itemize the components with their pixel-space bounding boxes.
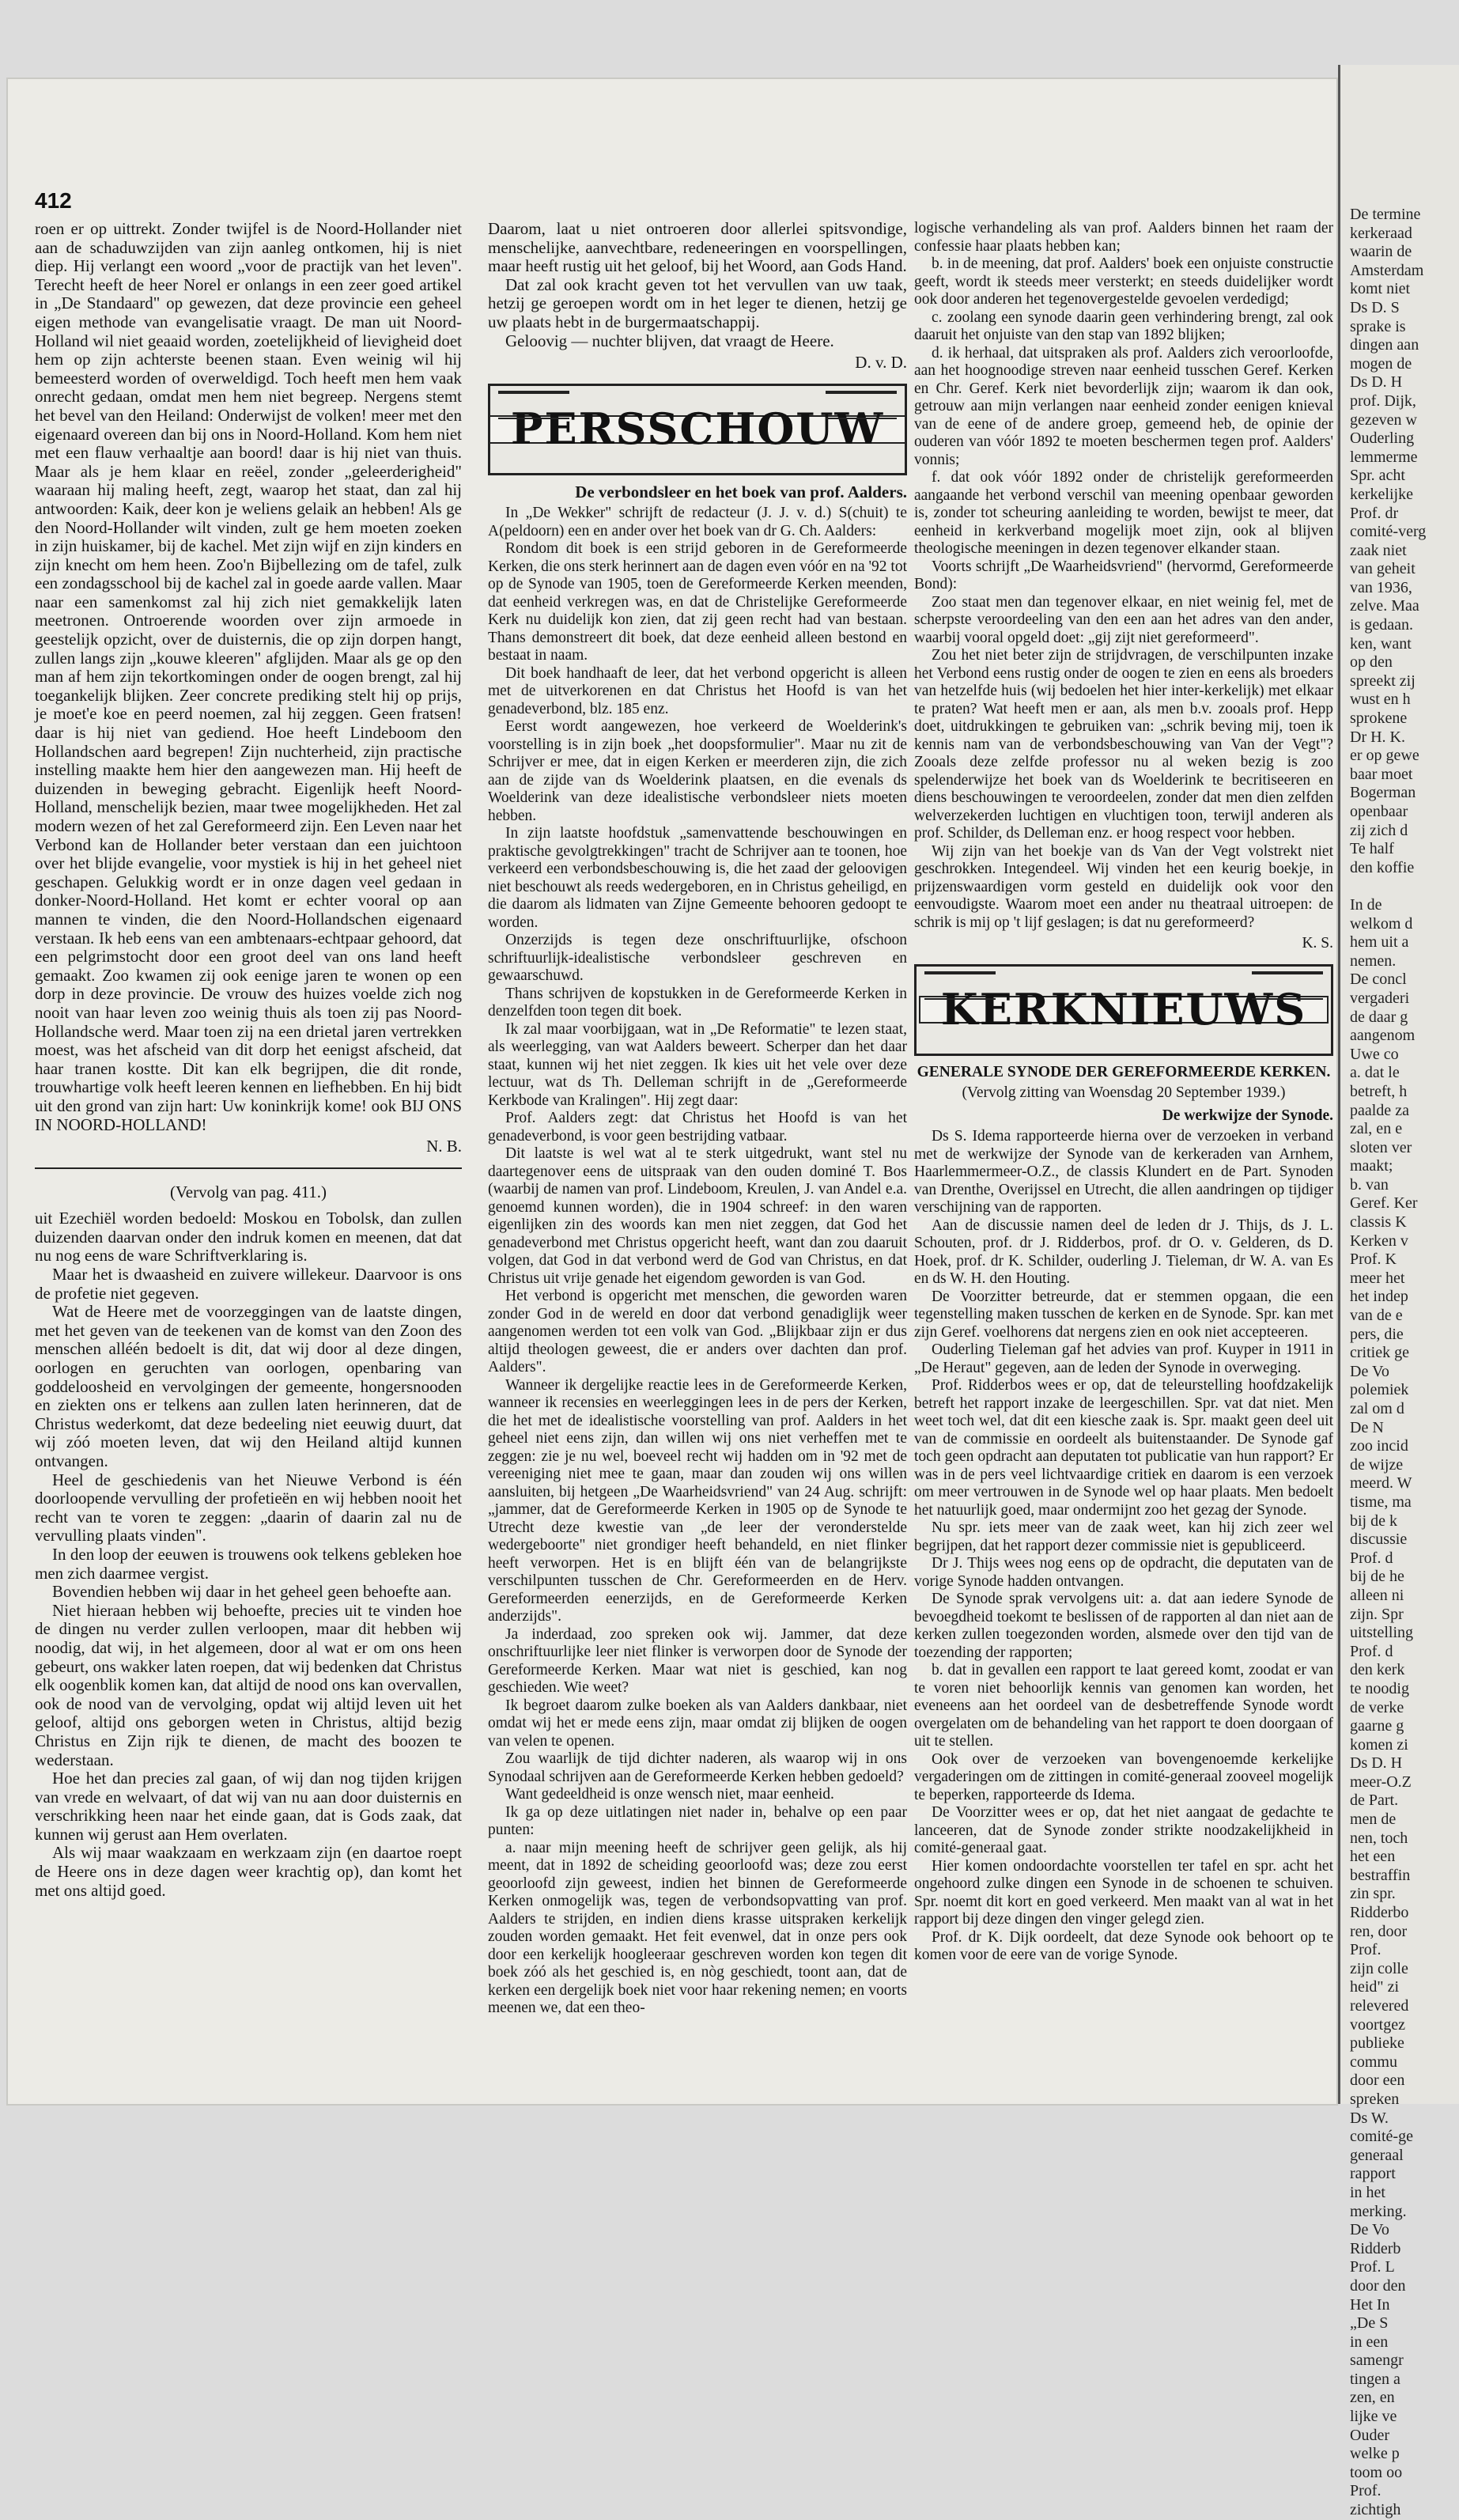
paragraph: Wij zijn van het boekje van ds Van der Vegt volstrekt niet geschrokken. Integendeel. Wij vinden het een keurig boekje, in prijzenswaardigen vorm gesteld en duidelijk ook voor den eenvoudigste. Waarom moet een ander nu theatraal uitroepen: de schrik is mij op 't lijf geslagen; is dat nu gereformeerd? [914,842,1333,931]
edge-line: generaal [1350,2146,1404,2164]
edge-line: dingen aan [1350,336,1419,354]
edge-line: nemen. [1350,952,1397,970]
edge-line: De Vo [1350,1362,1389,1380]
paragraph: Als wij maar waakzaam en werkzaam zijn (en daartoe roept de Heere ons in deze dagen weer krachtig op), dan komt het met ons altijd goed. [35,1843,462,1900]
edge-line: van geheit [1350,560,1416,578]
paragraph: c. zoolang een synode daarin geen verhindering brengt, zal ook daaruit het onjuiste van den stap van 1892 blijken; [914,308,1333,343]
paragraph: De Voorzitter wees er op, dat het niet aangaat de gedachte te lanceeren, dat de Synode zonder strikte noodzakelijkheid in comité-generaal gaat. [914,1804,1333,1856]
paragraph: Aan de discussie namen deel de leden dr J. Thijs, ds J. L. Schouten, prof. dr J. Ridderbos, prof. dr O. v. Gelderen, ds D. Hoek, prof. dr K. Schilder, ouderling J. Tieleman, dr W. A. van Es en ds W. H. den Houting. [914,1216,1333,1287]
edge-line: publieke [1350,2034,1404,2053]
edge-line: Prof. [1350,2482,1382,2500]
edge-line: komt niet [1350,280,1411,298]
edge-line: de wijze [1350,1455,1404,1474]
next-page-edge [1338,65,1459,2519]
edge-line: wust en h [1350,691,1411,709]
paragraph: Wanneer ik dergelijke reactie lees in de Gereformeerde Kerken, wanneer ik recensies en weerleggingen lees in de pers der Kerken, die het met de idealistische voorstelling van prof. Aalders in het geheel niet eens zijn, dan willen wij ons niet verheffen met te zeggen: zie je nu wel, boeveel recht wij hadden om in '92 met de vereeniging niet mee te gaan, maar dan zouden wij ons willen aansluiten, bij hetgeen „De Waarheidsvriend" van 24 Aug. schrijft: „jammer, dat de Gereformeerde Kerken in 1905 op de Synode te Utrecht deze kwestie van „de leer der veronderstelde wedergeboorte" niet grondiger heeft behandeld, en niet flinker heeft verworpen. Het is en blijft één van de belangrijkste verschilpunten tusschen de Chr. Gereformeerden en de Herv. Gereformeerden eenerzijds, en de Gereformeerde Kerken anderzijds". [488,1376,907,1625]
paragraph: Daarom, laat u niet ontroeren door allerlei spitsvondige, menschelijke, aanvechtbare, redeneeringen en voorspellingen, maar heeft rustig uit het geloof, bij het Woord, aan Gods Hand. [488,219,907,276]
edge-line: vergaderi [1350,989,1410,1007]
edge-line: samengr [1350,2352,1404,2370]
paragraph: Eerst wordt aangewezen, hoe verkeerd de Woelderink's voorstelling is in zijn boek „het doopsformulier". Maar nu zit de Schrijver er mee, dat in eigen Kerken er meerderen zijn, die zich aan de zijde van ds Woelderink plaatsen, en die evenals ds Woelderink van deze idealistische verbondsleer niets moeten hebben. [488,718,907,824]
paragraph: Geloovig — nuchter blijven, dat vraagt de Heere. [505,331,834,350]
edge-line: meer het [1350,1269,1405,1287]
paragraph: Prof. Ridderbos wees er op, dat de teleurstelling hoofdzakelijk betreft het rapport inzake de leergeschillen. Spr. vat dat niet. Men weet toch wel, dat dit een kiesche zaak is. Spr. maakt geen deel uit van de commissie en oordeelt als buitenstaander. De Synode gaf toch geen opdracht aan deputaten tot publicatie van hun rapport? Er was in de pers veel lichtvaardige critiek en daarom is een verzoek om meer vertrouwen in de Synode wel op haar plaats. Men bedoelt het natuurlijk goed, maar ondermijnt zoo het gezag der Synode. [914,1377,1333,1519]
kerknieuws-banner [914,964,1333,1056]
edge-line: critiek ge [1350,1344,1409,1362]
edge-line: rapport [1350,2165,1396,2183]
edge-line: Prof. L [1350,2258,1395,2276]
continuation-note: (Vervolg van pag. 411.) [169,1182,327,1201]
edge-line: zijn colle [1350,1959,1408,1977]
edge-line: het een [1350,1848,1396,1866]
ornament-icon [498,391,569,419]
edge-line: Ds D. S [1350,298,1400,316]
paragraph: b. dat in gevallen een rapport te laat gereed komt, zoodat er van te voren niet behoorlijk kennis van genomen kan worden, het eveneens aan het oordeel van de desbetreffende Synode wordt overgelaten om de behandeling van het rapport te doen doorgaan of uit te stellen. [914,1662,1333,1750]
edge-line: zin spr. [1350,1885,1396,1903]
paragraph: f. dat ook vóór 1892 onder de christelijk gereformeerden aangaande het verbond verschil van meening openbaar geworden is, zonder tot scheuring aanleiding te worden, bewijst te meer, dat eenheid in kerkverband mogelijk moet zijn, ook al blijven theologische meeningen in dezen tegenover elkander staan. [914,469,1333,557]
edge-line: a. dat le [1350,1064,1400,1082]
edge-line: te noodig [1350,1679,1409,1697]
paragraph: Thans schrijven de kopstukken in de Gereformeerde Kerken in denzelfden toon tegen dit boek. [488,985,907,1020]
edge-line: zijn. Spr [1350,1605,1404,1623]
edge-line: Ds D. H [1350,1754,1403,1773]
edge-line: spreekt zij [1350,672,1416,690]
edge-line: polemiek [1350,1381,1409,1399]
edge-line: Prof. [1350,1941,1382,1959]
section-title: PERSSCHOUW [489,415,906,444]
edge-line: sloten ver [1350,1138,1412,1156]
edge-line: Te half [1350,840,1394,858]
paragraph: Voorts schrijft „De Waarheidsvriend" (hervormd, Gereformeerde Bond): [914,558,1333,592]
paragraph: b. in de meening, dat prof. Aalders' boek een onjuiste constructie geeft, wordt ik steeds meer versterkt; en steeds duidelijker wordt ook door anderen het tegenovergestelde gevoelen verdedigd; [914,255,1333,308]
ornament-icon [1252,971,1323,1000]
next-page-column-fragment [1350,206,1459,2520]
edge-line: Prof. d [1350,1549,1393,1567]
paragraph: Dit boek handhaaft de leer, dat het verbond opgericht is alleen met de uitverkorenen en dat Christus het Hoofd is van het genadeverbond, blz. 185 enz. [488,664,907,717]
edge-line: Het In [1350,2295,1390,2314]
edge-line: bestraffin [1350,1866,1411,1884]
edge-line: nen, toch [1350,1829,1408,1847]
paragraph: Hier komen ondoordachte voorstellen ter tafel en spr. acht het ongehoord zulke dingen een Synode in de schoenen te schuiven. Spr. noemt dit kort en goed verkeerd. Men maakt van al wat in het rapport bij deze dingen den vinger gelegd zien. [914,1857,1333,1928]
edge-line: Spr. acht [1350,467,1405,485]
edge-line: voortgez [1350,2015,1405,2034]
edge-line: zen, en [1350,2389,1395,2407]
paragraph: Maar het is dwaasheid en zuivere willekeur. Daarvoor is ons de profetie niet gegeven. [35,1265,462,1303]
edge-line: Prof. K [1350,1251,1397,1269]
divider [35,1167,462,1169]
edge-line: De termine [1350,206,1421,223]
edge-line: sprokene [1350,709,1408,728]
edge-line: zaak niet [1350,541,1407,559]
edge-line: komen zi [1350,1735,1408,1754]
paragraph: Ouderling Tieleman gaf het advies van prof. Kuyper in 1911 in „De Heraut" gegeven, aan de leden der Synode in overweging. [914,1341,1333,1376]
edge-line: Bogerman [1350,784,1416,802]
edge-line: uitstelling [1350,1624,1413,1642]
edge-line: Dr H. K. [1350,728,1405,746]
edge-line: den kerk [1350,1661,1405,1679]
paragraph: Zou het niet beter zijn de strijdvragen, de verschilpunten inzake het Verbond eens rustig onder de oogen te zien en eens als broeders van hetzelfde huis (wij bedoelen het hier inter-kerkelijk) met elkaar te praten? Wat heeft men er aan, als men b.v. zooals prof. Hepp doet, uitdrukkingen te gebruiken van: „schrik beving mij, toen ik kennis nam van de verbondsbeschouwing van Van der Vegt"? Zooals deze zelfde professor nu al weken bezig is zoo spelenderwijze het boek van ds Woelderink te becritiseeren en diens beschouwingen te veroordeelen, zonder dat men dien zelfden welverzekerden luchtigen en vluchtigen toon, terwijl anderen als prof. Schilder, ds Delleman enz. er hoog respect voor hebben. [914,647,1333,842]
section-title: KERKNIEUWS [919,996,1329,1024]
ornament-icon [826,391,897,419]
paragraph: Zou waarlijk de tijd dichter naderen, als waarop wij in ons Synodaal schrijven aan de Gereformeerde Kerken hebben gedoeld? [488,1750,907,1785]
paragraph: Wat de Heere met de voorzeggingen van de laatste dingen, met het geven van de teekenen van de komst van den Zoon des menschen alléén bedoelt is dit, dat wij door al deze dingen, oorlogen en geruchten van oorlogen, openbaring van goddeloosheid en vervolgingen der gemeente, hongersnooden en ziekten ons er telkens aan zullen laten herinneren, dat de Christus wederkomt, dat deze bedeeling niet eeuwig duurt, dat wij zóó moeten leven, dat wij den Heiland altijd kunnen ontvangen. [35,1302,462,1470]
signature: K. S. [1302,935,1333,952]
paragraph: In den loop der eeuwen is trouwens ook telkens gebleken hoe men zich daarmee vergist. [35,1544,462,1583]
edge-line: relevered [1350,1997,1409,2015]
edge-line: Ds W. [1350,2109,1389,2127]
edge-line: gaarne g [1350,1717,1404,1735]
edge-line: Ds D. H [1350,373,1403,392]
edge-line: welke p [1350,2445,1400,2463]
paragraph: Want gedeeldheid is onze wensch niet, maar eenheid. [505,1786,834,1803]
edge-line: ken, want [1350,634,1412,653]
signature: N. B. [426,1137,462,1156]
edge-line: prof. Dijk, [1350,392,1416,410]
edge-line: Amsterdam [1350,261,1424,279]
edge-line: heid" zi [1350,1978,1400,1996]
paragraph: Ik zal maar voorbijgaan, wat in „De Reformatie" te lezen staat, als weerlegging, van wat Aalders beweert. Scherper dan het daar staat, kunnen wij het niet zeggen. Ik kies uit het vele over deze lectuur, wat ds Th. Delleman schrijft in de „Gereformeerde Kerkbode van Kralingen". Hij zegt daar: [488,1020,907,1109]
signature: D. v. D. [855,353,907,373]
edge-line: op den [1350,653,1393,672]
edge-line: commu [1350,2053,1397,2071]
edge-line: het indep [1350,1288,1408,1306]
edge-line: toom oo [1350,2463,1403,2481]
edge-line: men de [1350,1811,1397,1829]
edge-line: de daar g [1350,1008,1408,1026]
section-heading: De werkwijze der Synode. [1162,1107,1333,1124]
edge-line: aangenom [1350,1027,1416,1045]
edge-line: Prof. d [1350,1642,1393,1660]
paragraph: Prof. dr K. Dijk oordeelt, dat deze Synode ook behoort op te komen voor de eere van de vorige Synode. [914,1928,1333,1963]
edge-line: van 1936, [1350,578,1412,596]
paragraph: De Synode sprak vervolgens uit: a. dat aan iedere Synode de bevoegdheid toekomt te beslissen of de rapporten al dan niet aan de kerken zullen toegezonden worden, alsmede over den tijd van de toezending der rapporten; [914,1591,1333,1661]
edge-line: Ouderling [1350,429,1415,448]
edge-line: den koffie [1350,858,1415,876]
paragraph: De Voorzitter betreurde, dat er stemmen opgaan, die een tegenstelling maken tusschen de kerken en de Synode. Spr. kan met zijn Geref. voelhorens dat nergens zien en ook niet accepteeren. [914,1288,1333,1341]
edge-line: Geref. Ker [1350,1194,1418,1213]
column-3 [914,220,1333,1965]
edge-line: kerkelijke [1350,485,1413,503]
edge-line: zichtigh [1350,2501,1401,2519]
edge-line: is gedaan. [1350,616,1413,634]
page-number: 412 [35,188,72,213]
edge-line: er op gewe [1350,747,1419,765]
paragraph: Dat zal ook kracht geven tot het vervullen van uw taak, hetzij ge geroepen wordt om in het leger te dienen, hetzij ge uw plaats hebt in de burgermaatschappij. [488,274,907,331]
edge-line: paalde za [1350,1101,1409,1119]
edge-line: tisme, ma [1350,1493,1412,1511]
edge-line: comité-verg [1350,523,1427,541]
edge-line: merking. [1350,2202,1407,2220]
edge-line: Ridderbo [1350,1904,1409,1922]
edge-line: maakt; [1350,1157,1393,1175]
article-title: GENERALE SYNODE DER GEREFORMEERDE KERKEN. [917,1063,1331,1080]
paragraph: Dit laatste is wel wat al te sterk uitgedrukt, want stel nu daartegenover eens de uitspraak van den ouden dominé T. Bos (waarbij de namen van prof. Lindeboom, Kreulen, J. van Andel e.a. genoemd kunnen worden), die in 1904 schreef: in den waren eigenlijken zin des woords kan men niet zeggen, dat God het genadeverbond met Christus opgericht heeft, want dan zou daaruit volgen, dat God in dat verbond werd de God van Christus, en dat Christus uit vrije genade het eigendom geworden is van God. [488,1145,907,1287]
edge-line: zij zich d [1350,821,1408,839]
column-2 [488,220,907,2018]
paragraph: In zijn laatste hoofdstuk „samenvattende beschouwingen en praktische gevolgtrekkingen" tracht de Schrijver aan te toonen, hoe verkeerd een verbondsbeschouwing is, die het zaad der geloovigen niet beschouwt als reeds wedergeboren, en in Christus geheiligd, en die daarom als lidmaten van Zijne Gemeente behooren gedoopt te worden. [488,825,907,931]
edge-line: hem uit a [1350,933,1409,952]
edge-line: betreft, h [1350,1082,1408,1100]
edge-line: openbaar [1350,803,1408,820]
paragraph: Prof. Aalders zegt: dat Christus het Hoofd is van het genadeverbond, is voor geen bestrijding vatbaar. [488,1110,907,1145]
edge-line: baar moet [1350,765,1413,783]
paragraph: a. naar mijn meening heeft de schrijver geen gelijk, als hij meent, dat in 1892 de scheiding geoorloofd was; deze zou eerst geoorloofd zijn geweest, indien het binnen de Gereformeerde Kerken onmogelijk was, tegen de verbondsopvatting van prof. Aalders te strijden, en indien diens krasse uitspraken kerkelijk zouden worden gemaakt. Het feit evenwel, dat in onze pers ook door een kerkelijk hoogleeraar geschreven worden kon tegen dit boek zóó als het geschied is, en nòg geschiedt, toont aan, dat de kerken een dergelijk boek niet voor haar rekening nemen; en voorts meenen we, dat een theo- [488,1839,907,2017]
edge-line: meerd. W [1350,1474,1412,1493]
edge-line: van de e [1350,1307,1403,1325]
edge-line: In de [1350,895,1382,914]
paragraph: Niet hieraan hebben wij behoefte, precies uit te vinden hoe de dingen nu verder zullen verloopen, maar dit hebben wij noodig, dat wij, in het algemeen, door al wat er om ons heen gebeurt, ons wakker laten roepen, dat wij bedenken dat Christus elk oogenblik komen kan, dat altijd de nood ons kan overvallen, ook de nood van de vervolging, opdat wij altijd leven uit het geloof, altijd ons geborgen weten in Christus, altijd bezig Christus en Zijn rijk te dienen, de macht des boozen te wederstaan. [35,1600,462,1769]
edge-line: waarin de [1350,243,1412,261]
paragraph: Ds S. Idema rapporteerde hierna over de verzoeken in verband met de werkwijze der Synode van de kerkeraden van Arnhem, Haarlemmermeer-O.Z., de classis Klundert en de Part. Synoden van Drenthe, Overijssel en Utrecht, die allen aandringen op tijdiger verschijning van de rapporten. [914,1128,1333,1216]
edge-line: zelve. Maa [1350,597,1419,615]
edge-line: door den [1350,2276,1406,2295]
edge-line: pers, die [1350,1325,1404,1343]
edge-line: in een [1350,2333,1389,2351]
paragraph: uit Ezechiël worden bedoeld: Moskou en Tobolsk, dan zullen duizenden daarvan onder den indruk komen en meenen, dat dat nu nog eens de ware Schriftverklaring is. [35,1209,462,1266]
edge-line [1350,877,1459,896]
edge-line: lijke ve [1350,2408,1397,2426]
edge-line: classis K [1350,1213,1407,1232]
edge-line: De concl [1350,971,1407,989]
edge-line: De Vo [1350,2221,1389,2239]
paragraph: Ook over de verzoeken van bovengenoemde kerkelijke vergaderingen om de zittingen in comité-generaal zooveel mogelijk te beperken, rapporteerde ds Idema. [914,1750,1333,1803]
edge-line: zoo incid [1350,1437,1408,1455]
edge-line: in het [1350,2183,1385,2201]
edge-line: de verke [1350,1698,1404,1716]
edge-line: spreken [1350,2090,1400,2108]
edge-line: door een [1350,2072,1405,2090]
paragraph: Onzerzijds is tegen deze onschriftuurlijke, ofschoon schriftuurlijk-idealistische verbondsleer geschreven en gewaarschuwd. [488,932,907,985]
edge-line: zal om d [1350,1400,1404,1417]
edge-line: sprake is [1350,317,1406,335]
paragraph: In „De Wekker" schrijft de redacteur (J. J. v. d.) S(chuit) te A(peldoorn) een en ander over het boek van dr G. Ch. Aalders: [488,505,907,539]
edge-line: zal, en e [1350,1120,1403,1138]
paragraph: Ja inderdaad, zoo spreken ook wij. Jammer, dat deze onschriftuurlijke leer niet flinker is verworpen door de Synode der Gereformeerde Kerken. Maar wat niet is geschied, kan nog geschieden. Wie weet? [488,1625,907,1697]
article-subtitle: (Vervolg zitting van Woensdag 20 September 1939.) [962,1084,1286,1101]
paragraph: Heel de geschiedenis van het Nieuwe Verbond is één doorloopende vervulling der profetieën en wij hebben nooit het recht van te voren te zeggen: „daarin of daarin zal nu de vervulling plaats vinden". [35,1470,462,1546]
paragraph: Bovendien hebben wij daar in het geheel geen behoefte aan. [52,1582,452,1602]
edge-line: b. van [1350,1175,1389,1194]
edge-line: Ouder [1350,2426,1389,2444]
edge-line: Prof. dr [1350,504,1399,522]
edge-line: mogen de [1350,354,1412,373]
edge-line: discussie [1350,1531,1408,1549]
edge-line: comité-ge [1350,2128,1413,2146]
paragraph: logische verhandeling als van prof. Aalders binnen het raam der confessie haar plaats hebben kan; [914,220,1333,255]
article-title: De verbondsleer en het boek van prof. Aalders. [575,482,907,501]
paragraph: Ik ga op deze uitlatingen niet nader in, behalve op een paar punten: [488,1803,907,1839]
edge-line: alleen ni [1350,1586,1404,1604]
paragraph: Hoe het dan precies zal gaan, of wij dan nog tijden krijgen van vrede en welvaart, of dat wij van nu aan door duisternis en verschrikking heen naar het einde gaan, dat is Gods zaak, dat kunnen wij gerust aan Hem overlaten. [35,1769,462,1844]
paragraph: Zoo staat men dan tegenover elkaar, en niet weinig fel, met de scherpste veroordeeling van den een aan het adres van den ander, waarbij vooral opgeld doet: „gij zijt niet gereformeerd". [914,593,1333,646]
edge-line: welkom d [1350,914,1413,933]
edge-line: bij de k [1350,1512,1397,1530]
edge-line: ren, door [1350,1922,1408,1940]
paragraph: roen er op uittrekt. Zonder twijfel is de Noord-Hollander niet aan de schaduwzijden van zijn aanleg ontkomen, hij is niet diep. Hij verlangt een woord „voor de practijk van het leven". Terecht heeft de heer Norel er onlangs in een zeer goed artikel in „De Standaard" op gewezen, dat deze provincie een geheel eigen methode van evangelisatie vraagt. De man uit Noord-Holland wil niet geaaid worden, zoetelijkheid of lievigheid doet hem op zijn achterste beenen staan. Even weinig wil hij bemeesterd worden of overweldigd. Toch heeft men hem vaak onrecht gedaan, omdat men hem niet begreep. Nergens stemt het bevel van den Heiland: Onderwijst de volken! meer met den eigenaard overeen dan bij ons in Noord-Holland. Kom hem niet met een flauw verhaaltje aan boord! daar is hij niet van thuis. Maar als je hem klaar en reëel, zonder „geleerderigheid" waaraan hij maling heeft, zegt, waarop het staat, dan zal hij antwoorden: Kaik, deer kon je weliens gelaik an hebben! Als ge den Noord-Hollander wilt vinden, zult ge hem moeten zoeken in zijn huiskamer, bij de kachel. Met zijn wijf en zijn kinders en zijn knecht om hem heen. Zoo'n Bijbellezing om de tafel, zulk een zondagsschool bij de kachel zal in goede aarde vallen. Maar naar een samenkomst zal hij zich niet gemakkelijk laten meetronen. Ontroerende woorden over zijn armoede in geestelijk opzicht, over de duisternis, die op zijn dorpen hangt, zullen langs zijn „kouwe kleeren" afglijden. Maar als ge op den man af hem zijn tekortkomingen onder de oogen brengt, zal hij toegankelijk blijken. Zeer concrete prediking stelt hij op prijs, je moet'e koe en peerd noemen, zal hij zeggen. Geen fratsen! daar is hij niet van gediend. Hoe heeft Lindeboom den Hollandschen aard begrepen! Zijn nuchterheid, zijn practische instelling maakte hem hier den aangewezen man. Hij heeft de duizenden in beweging gebracht. Eigenlijk heeft Noord-Holland, menschelijk bezien, maar twee mogelijkheden. Het zal modern wezen of het zal Gereformeerd zijn. Een Leven naar het Verbond kan de Hollander beter verstaan dan een juichtoon over het blijde evangelie, voor mystiek is hij in het geheel niet geschapen. Gelukkig wordt er in onze dagen veel gedaan in donker-Noord-Holland. Het komt er echter vooral op aan mannen te vinden, die den Noord-Hollandschen eigenaard verstaan. Ik heb eens van een ambtenaars-echtpaar gehoord, dat een pelgrimstocht door een groot deel van ons land heeft gemaakt. Zoo kwamen zij ook eenige jaren te wonen op een dorp in deze provincie. De vrouw des huizes voelde zich nog nooit van haar leven zoo weinig thuis als toen zij pas Noord-Hollandsche werd. Maar toen zij na een drietal jaren vertrekken moest, was het afscheid van dit dorp het eenigst afscheid, dat haar tranen kostte. Dit kan elk begrijpen, die dit ronde, trouwhartige volk heeft leeren kennen en liefhebben. En hij bidt uit den grond van zijn hart: Uw koninkrijk kome! ook BIJ ONS IN NOORD-HOLLAND! [35,219,462,1134]
paragraph: d. ik herhaal, dat uitspraken als prof. Aalders zich veroorloofde, aan het hoognoodige streven naar eenheid tusschen Geref. Kerken en Chr. Geref. Kerk niet bevorderlijk zijn; waarom ik dan ook, getrouw aan mijn verlangen naar eenheid zonder eenigen knieval van de eene of de andere groep, gemeend heb, de opinie der ouderen van vóór 1892 te moeten beschermen tegen prof. Aalders' vonnis; [914,344,1333,468]
edge-line: „De S [1350,2314,1389,2333]
paragraph: Dr J. Thijs wees nog eens op de opdracht, die deputaten van de vorige Synode hadden ontvangen. [914,1555,1333,1590]
ornament-icon [924,971,996,1000]
newspaper-page [8,79,1336,2104]
persschouw-banner [488,384,907,475]
paragraph: Ik begroet daarom zulke boeken als van Aalders dankbaar, niet omdat wij het er mede eens zijn, maar omdat zij blijken de oogen van velen te openen. [488,1697,907,1750]
edge-line: tingen a [1350,2370,1400,2388]
column-1 [35,220,462,1900]
edge-line: bij de he [1350,1568,1404,1586]
edge-line: Uwe co [1350,1045,1399,1063]
edge-line: gezeven w [1350,411,1417,429]
edge-line: Kerken v [1350,1232,1408,1250]
edge-line: meer-O.Z [1350,1773,1412,1791]
paragraph: Het verbond is opgericht met menschen, die geworden waren zonder God in de wereld en door dat verbond genadiglijk weer aangenomen werden tot een volk van God. „Blijkbaar zijn er dus altijd theologen geweest, die er anders over dachten dan prof. Aalders". [488,1288,907,1376]
paragraph: Rondom dit boek is een strijd geboren in de Gereformeerde Kerken, die ons sterk herinnert aan de dagen even vóór en na '92 tot op de Synode van 1905, toen de Gereformeerde Kerken meenden, dat eenheid verkregen was, en dat de Christelijke Gereformeerde Kerk nu duidelijk kon zien, dat zij geen recht had van bestaan. Thans demonstreert dit boek, dat deze eenheid alleen bestond en bestaat in naam. [488,540,907,664]
edge-line: lemmerme [1350,448,1418,466]
edge-line: kerkeraad [1350,224,1412,242]
edge-line: De N [1350,1418,1384,1436]
edge-line: Ridderb [1350,2239,1401,2257]
paragraph: Nu spr. iets meer van de zaak weet, kan hij zich zeer wel begrijpen, dat het rapport dezer commissie niet is gepubliceerd. [914,1519,1333,1554]
edge-line: de Part. [1350,1792,1399,1810]
